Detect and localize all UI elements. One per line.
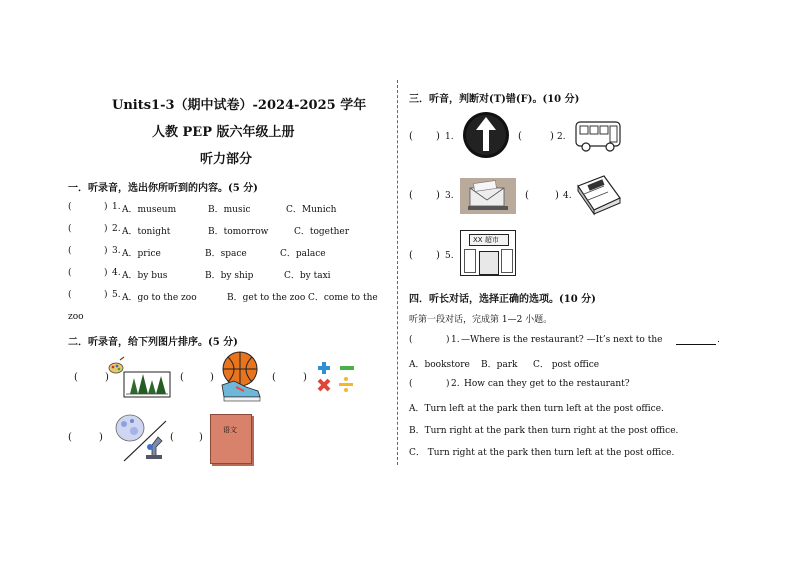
answer-paren-close: ): [303, 372, 307, 383]
section1-heading: 一．听录音，选出你所听到的内容。(5 分): [68, 183, 258, 194]
answer-paren-close: ): [550, 131, 554, 142]
answer-paren-close: ): [104, 246, 108, 256]
answer-paren-close: ): [446, 335, 450, 345]
option-c: C． Turn right at the park then turn left at the post office.: [409, 448, 675, 458]
option-b: B．music: [208, 205, 251, 215]
answer-paren-close: ): [104, 224, 108, 234]
answer-paren-open: (: [518, 131, 522, 142]
answer-paren-open: (: [180, 372, 184, 383]
option-c: C． post office: [533, 360, 600, 370]
supermarket-sign: [469, 234, 509, 246]
exam-subtitle: 人教 PEP 版六年级上册: [152, 125, 295, 140]
answer-paren-open: (: [170, 432, 174, 443]
question-number: 1.: [451, 335, 460, 345]
answer-paren-close: ): [104, 290, 108, 300]
option-b: B．Turn right at the park then turn right at the post office.: [409, 426, 679, 436]
answer-paren-close: ): [104, 268, 108, 278]
option-b: B．park: [481, 360, 518, 370]
answer-paren-close: ): [436, 250, 440, 261]
supermarket-window-left: [464, 249, 476, 273]
answer-paren-close: ): [199, 432, 203, 443]
question-number: 4.: [112, 268, 121, 278]
option-a: A．by bus: [122, 271, 168, 281]
painting-scene-image: [108, 356, 172, 398]
option-c: C．together: [294, 227, 350, 237]
answer-paren-open: (: [68, 202, 72, 212]
math-symbols-image: [314, 360, 356, 394]
column-divider: [397, 80, 398, 465]
question-number: 1.: [112, 202, 121, 212]
answer-paren-open: (: [409, 190, 413, 201]
answer-paren-close: ): [446, 379, 450, 389]
item-number: 3.: [445, 191, 454, 201]
question-number: 2.: [451, 379, 460, 389]
answer-paren-close: ): [436, 190, 440, 201]
textbook-label: 语文: [223, 426, 237, 434]
option-a: A．tonight: [122, 227, 171, 237]
supermarket-door: [479, 251, 499, 275]
chinese-textbook-image: [210, 414, 252, 464]
item-number: 5.: [445, 251, 454, 261]
answer-paren-close: ): [104, 202, 108, 212]
option-c-wrap: zoo: [68, 312, 84, 322]
answer-blank: [676, 335, 716, 345]
option-b: B．space: [205, 249, 247, 259]
answer-paren-open: (: [68, 290, 72, 300]
item-number: 4.: [563, 191, 572, 201]
option-a: A．museum: [122, 205, 177, 215]
straight-arrow-sign-image: [462, 111, 510, 159]
answer-paren-open: (: [68, 268, 72, 278]
answer-paren-open: (: [525, 190, 529, 201]
dictionary-book-image: [574, 172, 622, 214]
answer-paren-open: (: [68, 246, 72, 256]
supermarket-window-right: [501, 249, 513, 273]
question-text: —Where is the restaurant? —It’s next to the: [461, 335, 663, 345]
item-number: 1.: [445, 132, 454, 142]
answer-paren-open: (: [409, 131, 413, 142]
option-b: B．tomorrow: [208, 227, 269, 237]
section4-heading: 四．听长对话，选择正确的选项。(10 分): [409, 294, 596, 305]
answer-paren-open: (: [409, 250, 413, 261]
option-c: C．come to the: [308, 293, 378, 303]
option-c: C．Munich: [286, 205, 337, 215]
question-number: 3.: [112, 246, 121, 256]
basketball-sneaker-image: [216, 351, 264, 403]
option-a: A．price: [122, 249, 161, 259]
option-a: A．bookstore: [409, 360, 470, 370]
supermarket-sign-text: XX 超市: [473, 236, 499, 244]
post-box-image: [460, 178, 516, 214]
answer-paren-close: ): [210, 372, 214, 383]
bus-image: [574, 118, 622, 154]
option-a: A．Turn left at the park then turn left at the post office.: [409, 404, 664, 414]
answer-paren-close: ): [105, 372, 109, 383]
answer-paren-open: (: [68, 224, 72, 234]
section2-heading: 二．听录音，给下列图片排序。(5 分): [68, 337, 238, 348]
answer-paren-open: (: [68, 432, 72, 443]
question-number: 5.: [112, 290, 121, 300]
answer-paren-open: (: [409, 379, 413, 389]
question-number: 2.: [112, 224, 121, 234]
option-a: A．go to the zoo: [122, 293, 197, 303]
answer-paren-open: (: [74, 372, 78, 383]
option-b: B．get to the zoo: [227, 293, 306, 303]
answer-paren-close: ): [555, 190, 559, 201]
question-text: How can they get to the restaurant?: [464, 379, 630, 389]
option-c: C．palace: [280, 249, 326, 259]
answer-paren-open: (: [272, 372, 276, 383]
item-number: 2.: [557, 132, 566, 142]
section3-heading: 三．听音，判断对(T)错(F)。(10 分): [409, 94, 580, 105]
part-title: 听力部分: [200, 152, 253, 167]
exam-title: Units1-3（期中试卷）-2024-2025 学年: [112, 98, 367, 113]
question-end-punct: .: [717, 335, 720, 345]
option-b: B．by ship: [205, 271, 254, 281]
answer-paren-close: ): [436, 131, 440, 142]
option-c: C．by taxi: [284, 271, 331, 281]
answer-paren-close: ): [99, 432, 103, 443]
section4-intro: 听第一段对话，完成第 1—2 小题。: [409, 315, 553, 325]
science-microscope-image: [110, 411, 170, 463]
supermarket-image: [460, 230, 516, 276]
answer-paren-open: (: [409, 335, 413, 345]
